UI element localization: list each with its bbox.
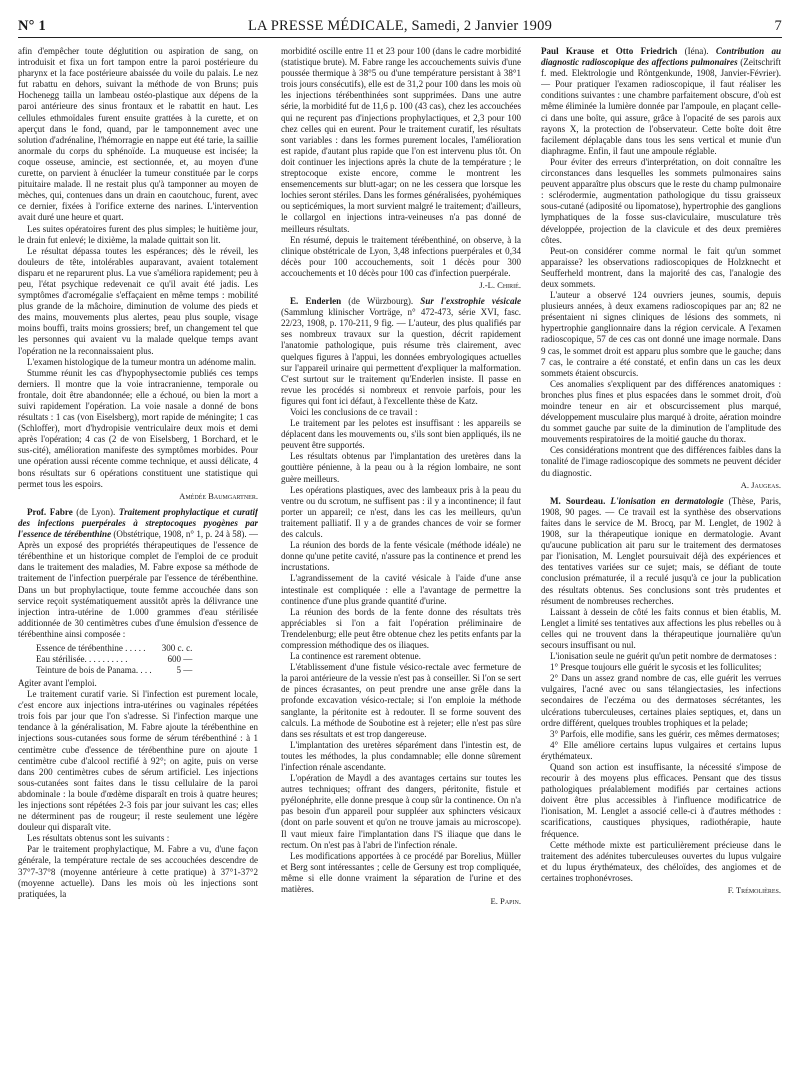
paragraph: Ces anomalies s'expliquent par des différences anatomiques : bronches plus fines et plus espacées dans le sommet droit, d'où moindre teneur en air et obscurcissement plus marqué, développement musculaire plus marqué à droite, aération moindre du sommet gauche par suite de la diminution de l'amplitude des mouvements respiratoires de la moitié gauche du thorax. bbox=[541, 378, 781, 445]
paragraph: L'implantation des uretères séparément dans l'intestin est, de toutes les méthodes, la plus condamnable; elle donne sûrement l'infection rénale ascendante. bbox=[281, 739, 521, 772]
article-author: Prof. Fabre bbox=[27, 506, 73, 517]
paragraph: Par le traitement prophylactique, M. Fabre a vu, d'une façon générale, la température rectale de ses accouchées descendre de 37°7-37°8 (moyenne antérieure à cette pratique) à 37°1-37°2 (moyenne actuelle). Dans les mois où les injections sont pratiquées, la bbox=[18, 844, 258, 899]
page-header bbox=[18, 17, 782, 38]
paragraph: Les suites opératoires furent des plus simples; le huitième jour, le drain fut enlevé; le dixième, la malade quittait son lit. bbox=[18, 223, 258, 245]
article-entry bbox=[541, 496, 781, 607]
paragraph: Laissant à dessein de côté les faits connus et bien établis, M. Lenglet a limité ses tentatives aux affections les plus rebelles ou à celles qui ne trouvent dans la thérapeutique journalière qu'un secours insuffisant ou nul. bbox=[541, 606, 781, 650]
paragraph: 3° Parfois, elle modifie, sans les guérir, ces mêmes dermatoses; bbox=[550, 728, 780, 739]
paragraph: En résumé, depuis le traitement térébenthiné, on observe, à la clinique obstétricale de Lyon, 3,48 infections puerpérales et 0,34 décès pour 100 accouchements, soit 1 décès pour 300 accouchements et 10 décès pour 100 cas d'infection puerpérale. bbox=[281, 234, 521, 278]
signature: E. Papin. bbox=[490, 896, 521, 907]
recipe-ingredient: Eau stérilisée. . . . . . . . . . bbox=[36, 653, 128, 664]
paragraph: Les résultats obtenus par l'implantation des uretères dans la gouttière pénienne, à la peau ou à la région lombaire, ne sont guère meilleurs. bbox=[281, 451, 521, 484]
paragraph: Ces considérations montrent que des différences faibles dans la tonalité de l'image radioscopique des sommets ne peuvent décider du diagnostic. bbox=[541, 445, 781, 478]
paragraph: Le traitement curatif varie. Si l'infection est purement locale, c'est encore aux injections intra-utérines ou vaginales répétées trois fois par jour que l'on s'adresse. Si l'infection marque une tendance à la généralisation, M. Fabre ajoute la térébenthine en injections sous-cutanées sous forme de sérum térébenthiné : à 1 centimètre cube d'essence de térébenthine pure on ajoute 1 centimètre cube d'alcool rectifié à 92°; on agite, puis on verse dans 200 centimètres cubes de sérum artificiel. Les injections sous-cutanées sont faites dans le tissu cellulaire de la paroi abdominale : la boule d'œdème disparaît en trois à quatre heures; les injections sont répétées 2-3 fois par jour suivant les cas; elles ne déterminent pas de rougeur; il reste seulement une légère douleur qui disparaît vite. bbox=[18, 689, 258, 833]
article-place: (de Würzbourg). bbox=[341, 296, 421, 307]
article-author: E. Enderlen bbox=[290, 296, 342, 307]
paragraph: Le résultat dépassa toutes les espérances; dès le réveil, les douleurs de tête, intolérables auparavant, avaient totalement disparu et ne reparurent plus. La vue s'améliora rapidement; peu à peu, l'état psychique redevenait ce qu'il avait été jadis. Les symptômes d'acromégalie s'effaçaient en même temps : mobilité plus grande de la mâchoire, diminution de volume des pieds et des mains, mouvements plus alertes, peau plus souple, visage moins bouffi, traits moins grossiers; bref, un changement tel que les personnes qui avaient vu la malade quelque temps avant l'opération ne la reconnaissaient plus. bbox=[18, 245, 258, 356]
paragraph: La réunion des bords de la fente vésicale (méthode idéale) ne donne qu'une petite cavité, n'assure pas la continence et prend les incrustations. bbox=[281, 540, 521, 573]
paragraph: La réunion des bords de la fente donne des résultats très appréciables si l'on a fait l'opération préliminaire de Trendelenburg; elle peut être obtenue chez les petits enfants par la compression méthodique des os iliaques. bbox=[281, 606, 521, 650]
article-body: (Sammlung klinischer Vorträge, n° 472-473, série XVI, fasc. 22/23, 1908, p. 170-211, 9 fig. — L'auteur, des plus qualifiés par ses nombreux travaux sur la question, décrit rapidement l'anatomie pathologique, puis résume très clairement, avec quelques figures à l'appui, les données embryologiques actuelles sur l'appareil urinaire qui permettent d'expliquer la malformation. C'est surtout sur le traitement qu'Enderlen insiste. Il passe en revue les procédés si nombreux et renvoie parfois, pour les figures qui font ici défaut, à l'excellente thèse de Katz. bbox=[281, 307, 521, 406]
recipe-quantity: 300 c. c. bbox=[161, 642, 193, 653]
paragraph: L'examen histologique de la tumeur montra un adénome malin. bbox=[27, 356, 256, 367]
paragraph: L'agrandissement de la cavité vésicale à l'aide d'une anse intestinale est compliquée : elle a l'avantage de permettre la continence d'une plus grande quantité d'urine. bbox=[281, 573, 521, 606]
signature: F. Trémolières. bbox=[727, 885, 781, 896]
paragraph: Pour éviter des erreurs d'interprétation, on doit connaître les circonstances dans lesquelles les sommets pulmonaires sains peuvent apparaître plus obscurs que le reste du champ pulmonaire : sclérodermie, augmentation pathologique du tissu graisseux sous-cutané (adiposité ou lipomatose), hypertrophie des ganglions lymphatiques de la fosse sus-claviculaire, musculature très développée, projection de la clavicule et des deux premières côtes. bbox=[541, 156, 781, 245]
recipe-row bbox=[36, 665, 196, 676]
article-author: Paul Krause et Otto Friedrich bbox=[541, 46, 678, 56]
article-entry bbox=[541, 46, 781, 157]
column-left bbox=[18, 46, 258, 1076]
paragraph: morbidité oscille entre 11 et 23 pour 100 (dans le cadre morbidité (statistique brute). M. Fabre range les accouchements suivis d'une poussée thermique à 38°5 ou d'une température persistant à 38°1 trois jours consécutifs), elle est de 31,2 pour 100 dans les mois où les injections térébenthinées sont supprimées. Dans une autre série, la morbidité fut de 11,6 p. 100 (43 cas), chez les accouchées qui ne reçurent pas d'injections prophylactiques, et 2,3 pour 100 chez celles qui en eurent. Pour le traitement curatif, les résultats sont variables : dans les formes purement locales, l'amélioration est rapide, d'autant plus rapide que l'on est intervenu plus tôt. On doit continuer les injections après la chute de la température ; le streptocoque existe encore, comme le montrent les ensemencements sur blutt-agar; on ne les cessera que lorsque les lochies seront stériles. Dans les formes généralisées, pyohémiques ou septicémiques, la mort survient malgré le traitement; d'ailleurs, le collargol en injections intra-veineuses n'a pas donné de meilleurs résultats. bbox=[281, 46, 521, 234]
article-title: Sur l'exstrophie vésicale bbox=[420, 296, 521, 307]
column-middle bbox=[281, 46, 521, 1076]
paragraph: Les opérations plastiques, avec des lambeaux pris à la peau du ventre ou du scrotum, ne suffisent pas : il y a incontinence; il faut porter un appareil; ce n'est, dans les cas les meilleurs, qu'un traitement palliatif. Il y a de grandes chances de voir se former des calculs. bbox=[281, 484, 521, 540]
paragraph: Cette méthode mixte est particulièrement précieuse dans le traitement des adénites tuberculeuses ouvertes du lupus vulgaire et du lupus érythémateux, des chéloïdes, des angiomes et de certaines trophonévroses. bbox=[541, 839, 781, 883]
issue-number: N° 1 bbox=[18, 18, 46, 34]
paragraph: Le traitement par les pelotes est insuffisant : les appareils se déplacent dans les mouvements ou, s'ils sont bien appliqués, ils ne peuvent être supportés. bbox=[281, 418, 521, 451]
page-number: 7 bbox=[774, 18, 782, 34]
paragraph: L'ionisation seule ne guérit qu'un petit nombre de dermatoses : bbox=[550, 651, 777, 662]
article-body: (Thèse, Paris, 1908, 90 pages. — Ce travail est la synthèse des observations faites dans le service de M. Brocq, par M. Lenglet, de 1902 à 1908, sur la thérapeutique ionique en dermatologie. Avant qu'aucune publication ait paru sur le traitement des dermatoses par l'ionisation, M. Lenglet poursuivait déjà des expériences et des tentatives variées sur ce sujet; mais, se défiant de toute conclusion prématurée, il a reculé jusqu'à ce jour la publication des résultats obtenus. Ses conclusions sont très prudentes et résument de nombreuses recherches. bbox=[541, 495, 781, 606]
article-title: Contribution au diagnostic radioscopique des affections pulmonaires bbox=[541, 46, 781, 68]
paragraph: La continence est rarement obtenue. bbox=[290, 651, 421, 662]
article-entry bbox=[18, 507, 258, 640]
column-right bbox=[541, 46, 781, 1076]
paragraph: Stumme réunit les cas d'hypophysectomie publiés ces temps derniers. Il montre que la voie intracranienne, temporale ou frontale, doit être abandonnée; elle a échoué, ou bien la mort a suivi rapidement l'opération. La voie nasale a donné de bons résultats : 1 cas (von Eiselsberg), mort rapide de méningite; 1 cas (Schloffer), mort d'hydropisie ventriculaire deux mois et demi après l'opération; 4 cas (2 de von Eiselsberg, 1 Borchard, et le sus-cité), amélioration manifeste des symptômes morbides. Pour une opération aussi récente comme technique, et aussi délicate, 4 bons résultats sur 6 opérations constituent une statistique qui permet tous les espoirs. bbox=[18, 367, 258, 489]
signature: Amédée Baumgartner. bbox=[179, 490, 258, 501]
paragraph: L'auteur a observé 124 ouvriers jeunes, soumis, depuis plusieurs années, à deux examens radioscopiques par an; 82 ne présentaient ni signes cliniques de lésions des sommets, ni hypertrophie ganglionnaire dans la région cervicale. A l'examen radioscopique, 57 de ces cas ont donné une image normale. Dans 9 cas, le sommet droit est apparu plus sombre que le gauche; dans 7 cas, le contraire a été constaté, et enfin dans un cas les deux sommets étaient obscurcis. bbox=[541, 290, 781, 378]
article-author: M. Sourdeau. bbox=[550, 495, 606, 506]
article-entry bbox=[281, 296, 521, 407]
recipe-quantity: 5 — bbox=[176, 664, 193, 675]
recipe-row bbox=[36, 643, 196, 654]
paragraph: L'établissement d'une fistule vésico-rectale avec fermeture de la paroi antérieure de la vessie n'est pas à conseiller. Si l'on se sert de pinces écrasantes, on peut prendre une anse grêle dans la profonde excavation vésico-rectale; si l'on emploie la méthode sanglante, la péritonite est à redouter. Il se forme souvent des calculs. La méthode de Soubotine est à rejeter; elle n'est pas sûre dans ses résultats et est trop dangereuse. bbox=[281, 662, 521, 739]
article-title: L'ionisation en dermatologie bbox=[605, 495, 724, 506]
signature: A. Jaugeas. bbox=[740, 479, 781, 490]
article-place: (Iéna). bbox=[677, 46, 716, 56]
paragraph: Les modifications apportées à ce procédé par Borelius, Müller et Berg sont intéressantes ; celle de Gersuny est trop compliquée, même si elle donne vraiment la séparation de l'urine et des matières. bbox=[281, 850, 521, 895]
paragraph: Peut-on considérer comme normal le fait qu'un sommet apparaisse? les observations radioscopiques de Holzknecht et Seufferheld montrent, dans la majorité des cas, l'analogie des deux sommets. bbox=[541, 245, 781, 289]
recipe-quantity: 600 — bbox=[167, 653, 193, 664]
journal-title: LA PRESSE MÉDICALE, Samedi, 2 Janvier 1909 bbox=[247, 18, 553, 34]
paragraph: Les résultats obtenus sont les suivants : bbox=[27, 833, 170, 844]
paragraph: 2° Dans un assez grand nombre de cas, elle guérit les verrues vulgaires, l'acné avec ou sans télangiectasies, les infections secondaires de l'eczéma ou des dermatoses sécrétantes, les ulcérations tuberculeuses, certaines plaies septiques, et, dans un ordre différent, quelques troubles trophiques et la pelade; bbox=[541, 673, 781, 728]
recipe-note: Agiter avant l'emploi. bbox=[18, 677, 97, 688]
recipe-ingredient: Essence de térébenthine . . . . . bbox=[36, 642, 146, 653]
article-place: (de Lyon). bbox=[72, 506, 119, 517]
paragraph: 4° Elle améliore certains lupus vulgaires et certains lupus érythémateux. bbox=[541, 739, 781, 761]
article-body: (Obstétrique, 1908, n° 1, p. 24 à 58). — Après un exposé des propriétés thérapeutiques de l'essence de térébenthine et un historique complet de l'emploi de ce produit dans le traitement des maladies, M. Fabre expose sa méthode de traitement de l'infection puerpérale par l'essence de térébenthine. Dans un but prophylactique, toute femme accouchée dans son service reçoit systématiquement aussitôt après la délivrance une injection intra-utérine de 1.000 grammes d'eau stérilisée additionnée de 30 centimètres cubes d'une émulsion d'essence de térébenthine ainsi composée : bbox=[18, 529, 258, 639]
paragraph: afin d'empêcher toute déglutition ou aspiration de sang, on introduisit et fixa un fort tampon entre la paroi postérieure du pharynx et la face postérieure abaissée du voile du palais. Le nez fut rabattu en dehors, suivant la méthode de von Bruns; puis Hochenegg tailla un lambeau ostéo-plastique aux dépens de la paroi antérieure des sinus frontaux et le rabattit en haut. Les cellules ethmoïdales furent ensuite grattées à la curette, et on aperçut dans le fond, quand, par le tamponnement avec une solution d'adrénaline, l'hémorragie en nappe eut été tarie, la saillie anormale du corps du sphénoïde. La muqueuse est incisée; la coque osseuse, amincie, est sectionnée, et, au moyen d'une curette, on parvient à énucléer la tumeur constituée par le corps pituitaire malade. Il ne restait plus qu'à tamponner au moyen de mèches, qui, contenues dans un drain en caoutchouc, furent, avec ce dernier, fixées à l'orifice externe des narines. L'intervention avait duré une heure et quart. bbox=[18, 46, 258, 223]
recipe-table bbox=[36, 643, 196, 676]
paragraph: Voici les conclusions de ce travail : bbox=[290, 407, 418, 417]
signature: J.-L. Chirié. bbox=[479, 279, 521, 290]
recipe-row bbox=[36, 654, 196, 665]
article-title: Traitement prophylactique et curatif des infections puerpérales à streptocoques pyogènes par l'essence de térébenthine bbox=[18, 506, 258, 540]
paragraph: L'opération de Maydl a des avantages certains sur toutes les autres techniques; offrant des dangers, péritonite, fistule et pyélonéphrite, elle donne presque à coup sûr la continence. On n'a pas besoin d'un appareil pour suppléer aux sphincters vésicaux (dont on parle souvent et qu'on ne trouve jamais au microscope). Il vaut mieux faire l'implantation dans l'S iliaque que dans le rectum. On n'est pas à l'abri de l'infection rénale. bbox=[281, 773, 521, 850]
article-body: (Zeitschrift f. med. Elektrologie und Röntgenkunde, 1908, Janvier-Février). — Pour pratiquer l'examen radioscopique, il faut réaliser les conditions suivantes : une chambre parfaitement obscure, d'où est même éliminée la lumière donnée par l'ampoule, en plaçant celle-ci dans une boîte, qui assure, grâce à l'opacité de ses parois aux rayons X, la protection de l'observateur. Cette boîte doit être facilement déplaçable dans tous les sens vertical et munie d'un diaphragme. Enfin, il faut une ampoule réglable. bbox=[541, 57, 781, 156]
recipe-ingredient: Teinture de bois de Panama. . . . bbox=[36, 664, 152, 675]
paragraph: Quand son action est insuffisante, la nécessité s'impose de recourir à des moyens plus efficaces. Pensant que des tissus pathologiques préalablement modifiés par certaines actions doivent être plus accessibles à l'influence modificatrice de l'ionisation, M. Lenglet a associé celle-ci à d'autres méthodes : scarifications, caustiques physiques, radiothérapie, haute fréquence. bbox=[541, 762, 781, 839]
paragraph: 1° Presque toujours elle guérit le sycosis et les folliculites; bbox=[550, 662, 762, 673]
